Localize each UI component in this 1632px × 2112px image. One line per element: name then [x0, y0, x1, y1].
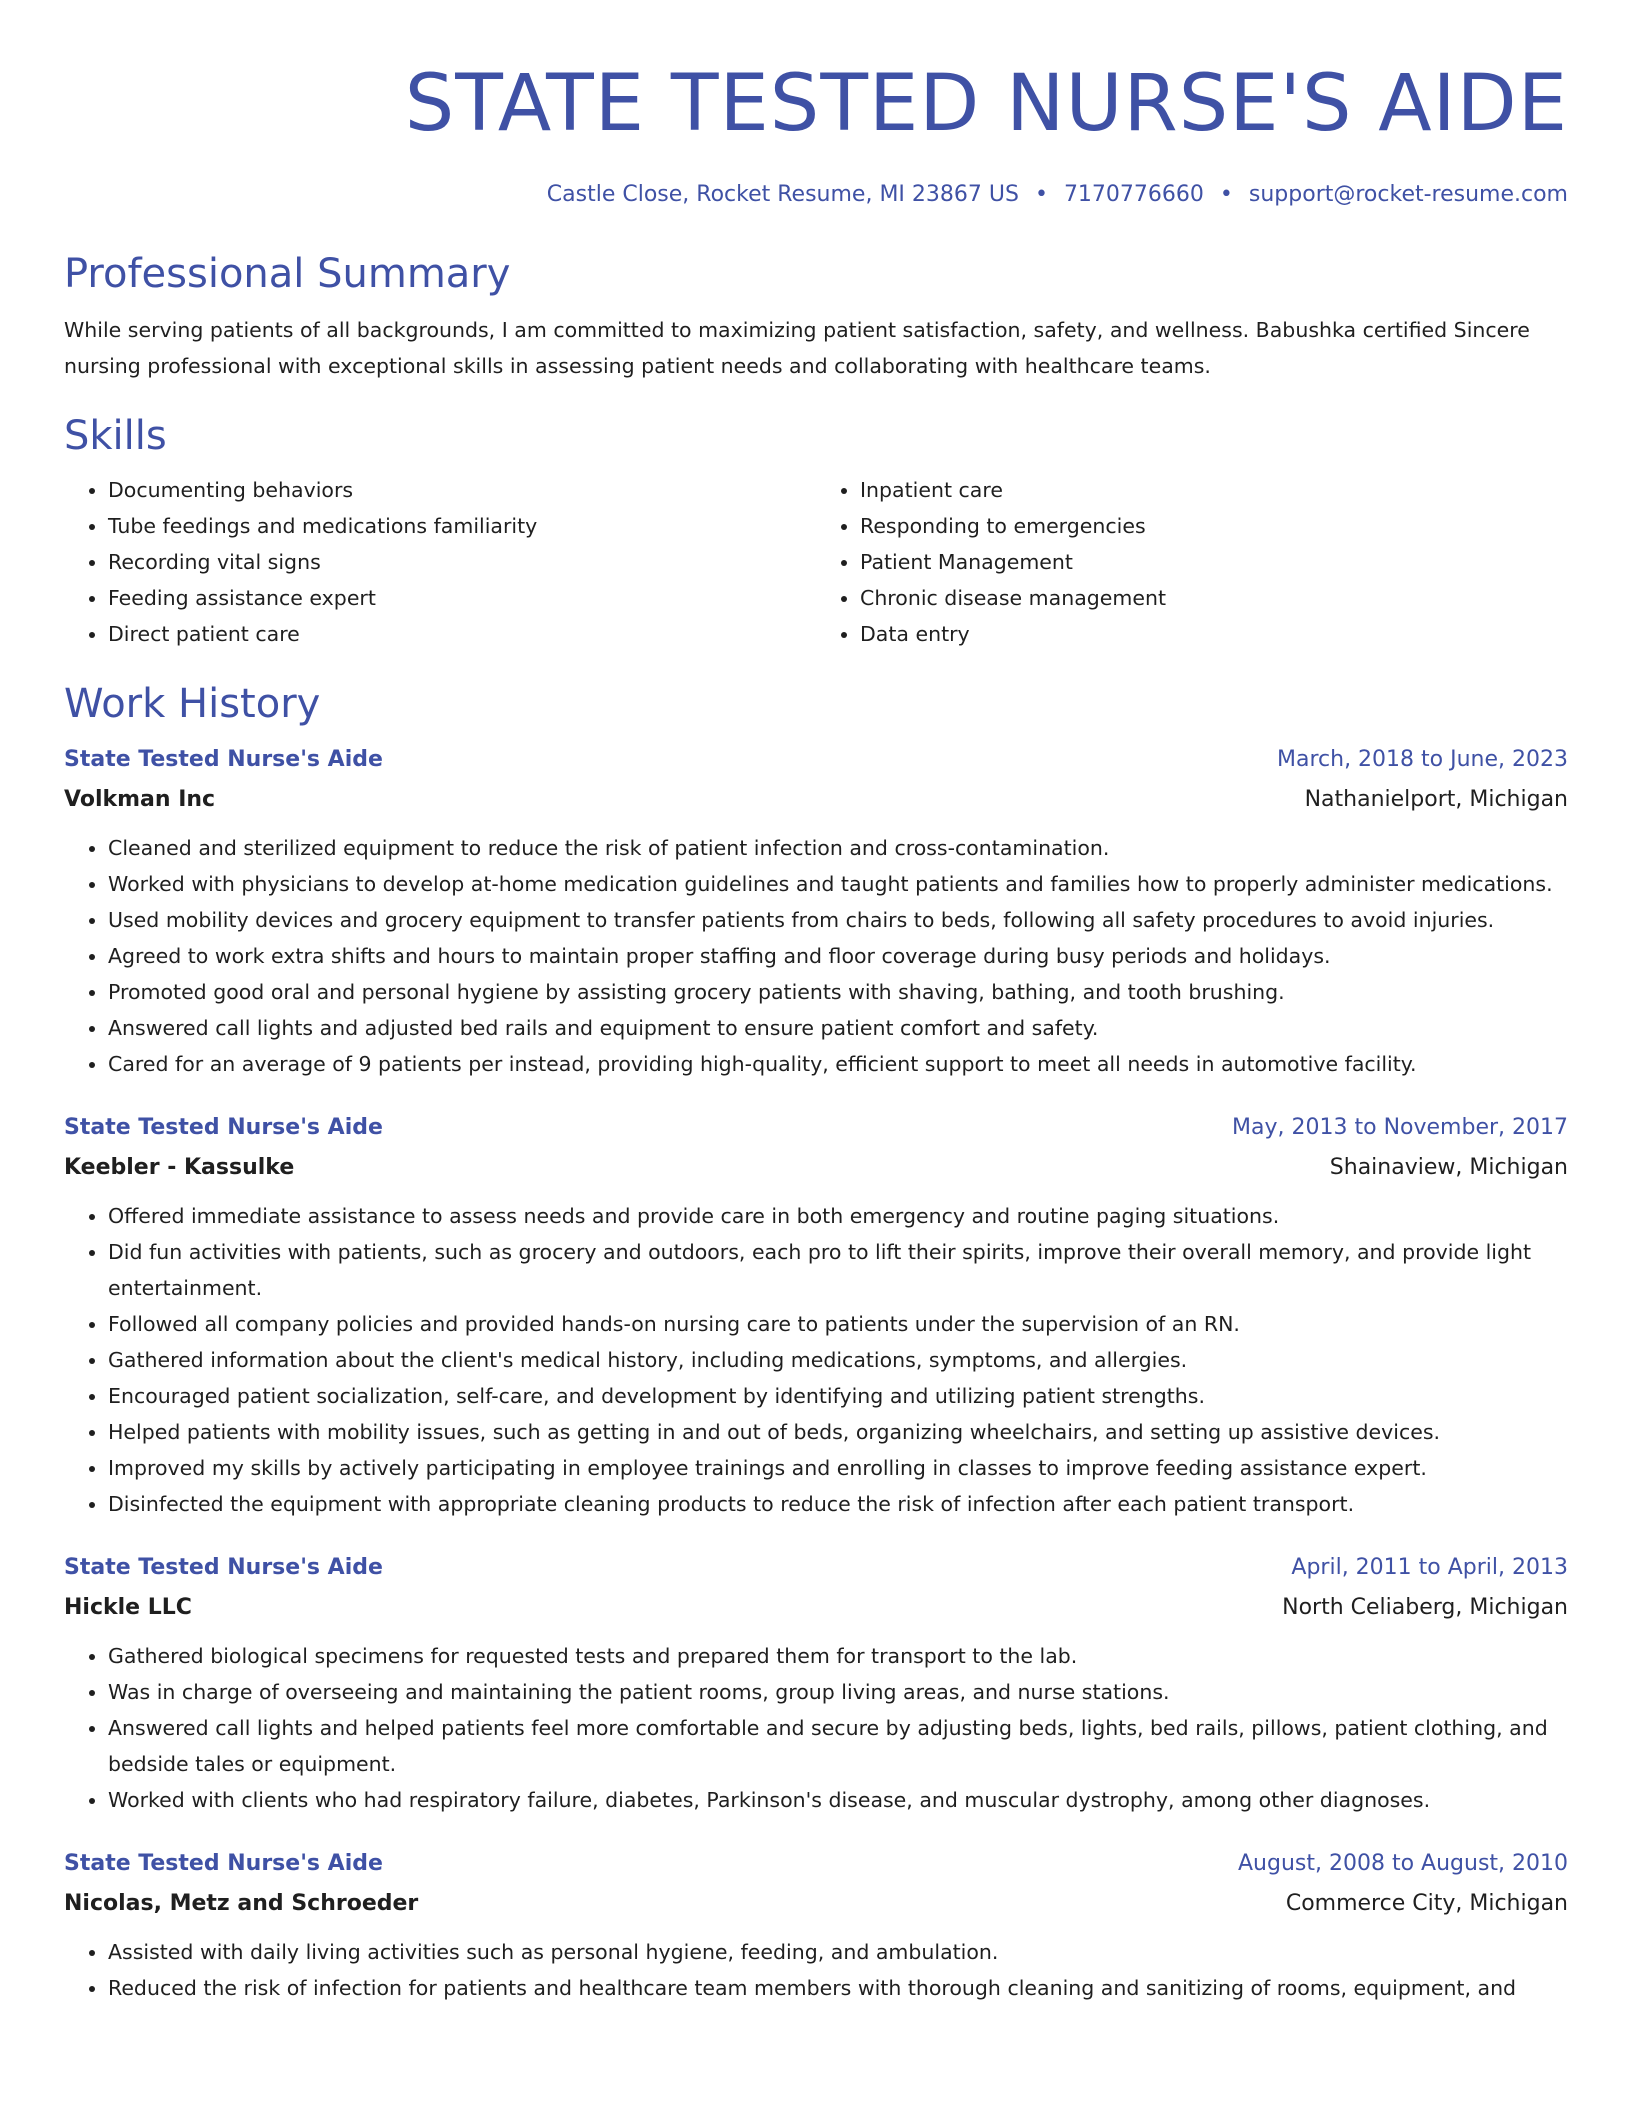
job-bullets	[64, 1638, 1568, 1818]
job-bullets	[64, 1198, 1568, 1522]
skill-item: • Feeding assistance expert	[108, 580, 816, 616]
job-bullet: • Agreed to work extra shifts and hours to maintain proper staffing and floor coverage during busy periods and holidays.	[108, 938, 1568, 974]
skills-list-right	[816, 472, 1568, 652]
skills-list-left	[64, 472, 816, 652]
job-company: Hickle LLC	[64, 1595, 192, 1620]
job-title: State Tested Nurse's Aide	[64, 1115, 383, 1140]
skill-item: • Patient Management	[860, 544, 1568, 580]
job-entry	[64, 740, 1568, 1082]
job-location: Shainaview, Michigan	[1329, 1155, 1568, 1180]
contact-separator: •	[1034, 182, 1048, 207]
job-bullet: • Assisted with daily living activities such as personal hygiene, feeding, and ambulation.	[108, 1934, 1568, 1970]
job-company: Volkman Inc	[64, 787, 216, 812]
job-location: Commerce City, Michigan	[1285, 1891, 1568, 1916]
job-dates: May, 2013 to November, 2017	[1232, 1115, 1568, 1140]
skill-item: • Responding to emergencies	[860, 508, 1568, 544]
skill-item: • Tube feedings and medications familiarity	[108, 508, 816, 544]
job-location: North Celiaberg, Michigan	[1282, 1595, 1568, 1620]
contact-address: Castle Close, Rocket Resume, MI 23867 US	[546, 182, 1019, 207]
contact-line	[64, 180, 1568, 210]
work-history-heading: Work History	[64, 681, 321, 727]
work-history-list	[64, 740, 1568, 2006]
contact-phone: 7170776660	[1063, 182, 1204, 207]
job-dates: August, 2008 to August, 2010	[1238, 1851, 1568, 1876]
job-dates: March, 2018 to June, 2023	[1277, 747, 1568, 772]
job-bullet: • Helped patients with mobility issues, such as getting in and out of beds, organizing wheelchairs, and setting up assistive devices.	[108, 1414, 1568, 1450]
job-bullet: • Followed all company policies and provided hands-on nursing care to patients under the supervision of an RN.	[108, 1306, 1568, 1342]
job-bullet: • Cleaned and sterilized equipment to reduce the risk of patient infection and cross-contamination.	[108, 830, 1568, 866]
contact-email[interactable]: support@rocket-resume.com	[1248, 182, 1568, 207]
job-entry	[64, 1108, 1568, 1522]
job-bullet: • Did fun activities with patients, such as grocery and outdoors, each pro to lift their spirits, improve their overall memory, and provide light entertainment.	[108, 1234, 1568, 1306]
job-company: Keebler - Kassulke	[64, 1155, 295, 1180]
job-title: State Tested Nurse's Aide	[64, 1851, 383, 1876]
job-bullets	[64, 830, 1568, 1082]
job-bullet: • Reduced the risk of infection for patients and healthcare team members with thorough cleaning and sanitizing of rooms, equipment, and	[108, 1970, 1568, 2006]
summary-text: While serving patients of all backgrounds, I am committed to maximizing patient satisfaction, safety, and wellness. Babushka certified Sincere nursing professional with exceptional skills in assessing patient needs and collaborating with healthcare teams.	[64, 318, 1530, 378]
job-bullet: • Disinfected the equipment with appropriate cleaning products to reduce the risk of infection after each patient transport.	[108, 1486, 1568, 1522]
job-bullet: • Used mobility devices and grocery equipment to transfer patients from chairs to beds, following all safety procedures to avoid injuries.	[108, 902, 1568, 938]
skill-item: • Chronic disease management	[860, 580, 1568, 616]
job-dates: April, 2011 to April, 2013	[1291, 1555, 1568, 1580]
job-entry	[64, 1548, 1568, 1818]
job-bullet: • Improved my skills by actively participating in employee trainings and enrolling in classes to improve feeding assistance expert.	[108, 1450, 1568, 1486]
job-title: State Tested Nurse's Aide	[64, 1555, 383, 1580]
job-company: Nicolas, Metz and Schroeder	[64, 1891, 419, 1916]
job-bullet: • Worked with clients who had respiratory failure, diabetes, Parkinson's disease, and muscular dystrophy, among other diagnoses.	[108, 1782, 1568, 1818]
summary-heading: Professional Summary	[64, 251, 511, 297]
skill-item: • Direct patient care	[108, 616, 816, 652]
skill-item: • Documenting behaviors	[108, 472, 816, 508]
job-title: State Tested Nurse's Aide	[64, 747, 383, 772]
job-bullet: • Worked with physicians to develop at-home medication guidelines and taught patients and families how to properly administer medications.	[108, 866, 1568, 902]
job-bullet: • Gathered biological specimens for requested tests and prepared them for transport to the lab.	[108, 1638, 1568, 1674]
resume-name: STATE TESTED NURSE'S AIDE	[404, 59, 1568, 149]
skills-heading: Skills	[64, 413, 167, 459]
job-bullet: • Was in charge of overseeing and maintaining the patient rooms, group living areas, and nurse stations.	[108, 1674, 1568, 1710]
job-bullet: • Cared for an average of 9 patients per instead, providing high-quality, efficient support to meet all needs in automotive facility.	[108, 1046, 1568, 1082]
job-bullet: • Answered call lights and adjusted bed rails and equipment to ensure patient comfort and safety.	[108, 1010, 1568, 1046]
job-bullet: • Answered call lights and helped patients feel more comfortable and secure by adjusting beds, lights, bed rails, pillows, patient clothing, and bedside tales or equipment.	[108, 1710, 1568, 1782]
job-bullet: • Encouraged patient socialization, self-care, and development by identifying and utilizing patient strengths.	[108, 1378, 1568, 1414]
job-bullet: • Gathered information about the client's medical history, including medications, symptoms, and allergies.	[108, 1342, 1568, 1378]
skill-item: • Recording vital signs	[108, 544, 816, 580]
contact-separator: •	[1219, 182, 1233, 207]
skill-item: • Data entry	[860, 616, 1568, 652]
job-bullet: • Promoted good oral and personal hygiene by assisting grocery patients with shaving, bathing, and tooth brushing.	[108, 974, 1568, 1010]
skill-item: • Inpatient care	[860, 472, 1568, 508]
job-bullets	[64, 1934, 1568, 2006]
job-location: Nathanielport, Michigan	[1304, 787, 1568, 812]
job-entry	[64, 1844, 1568, 2006]
skills-columns	[64, 472, 1568, 652]
job-bullet: • Offered immediate assistance to assess needs and provide care in both emergency and routine paging situations.	[108, 1198, 1568, 1234]
